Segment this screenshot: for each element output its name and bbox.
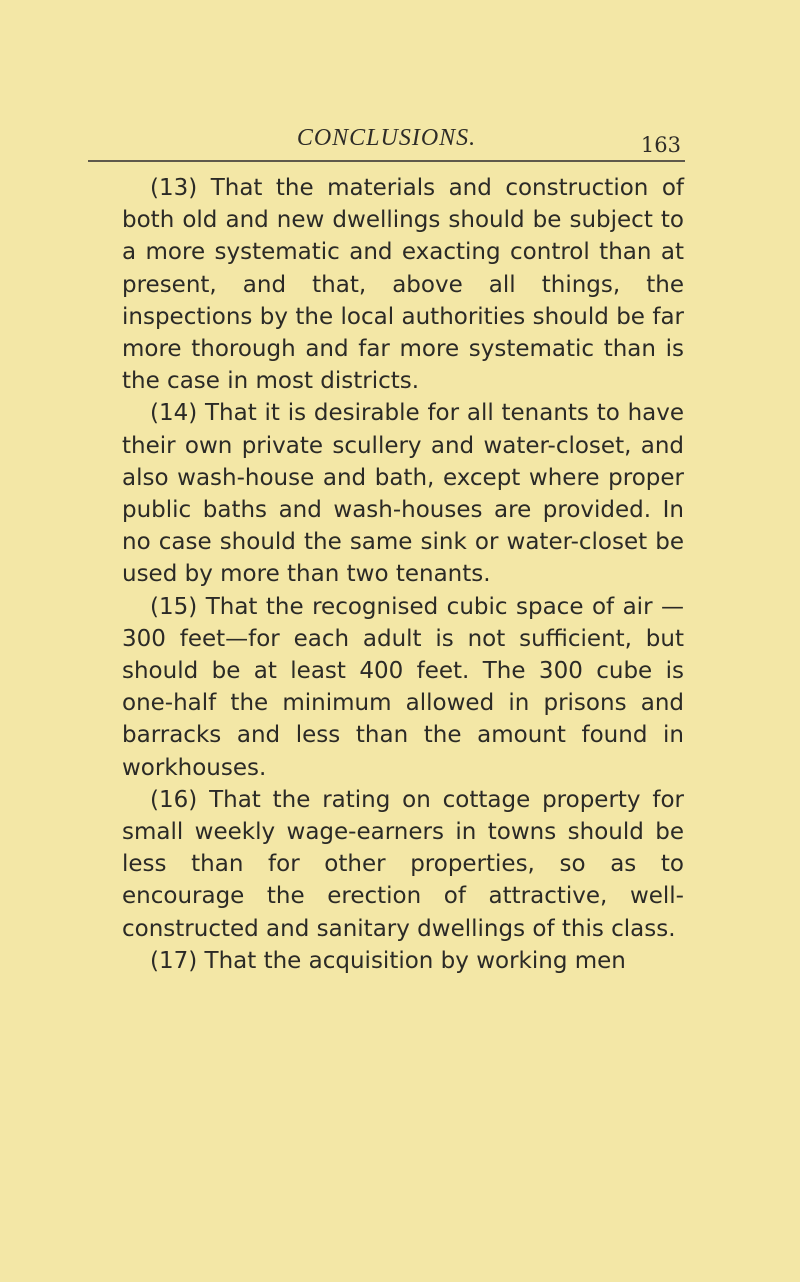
paragraph-15 xyxy=(122,591,684,784)
paragraph-text: That the acquisition by working men xyxy=(204,947,626,974)
paragraph-text: That the recognised cubic space of air —300 feet—for each adult is not sufficient, but should be at least 400 feet. The 300 cube is one-half the minimum allowed in prisons and barracks and less than the amount found in workhouses. xyxy=(122,593,684,781)
paragraph-13 xyxy=(122,172,684,397)
running-head xyxy=(88,125,685,165)
paragraph-number: (13) xyxy=(150,175,198,201)
body-text xyxy=(122,172,684,977)
paragraph-number: (15) xyxy=(150,593,198,620)
page-number: 163 xyxy=(640,133,681,157)
paragraph-17 xyxy=(122,945,684,977)
header-rule xyxy=(88,160,685,162)
paragraph-text: That the materials and construction of both old and new dwellings should be subject to a more systematic and exacting control than at present, and that, above all things, the inspections by the local authorities should be far more thorough and far more systematic than is the case in most districts. xyxy=(122,175,685,395)
paragraph-number: (17) xyxy=(150,947,198,974)
paragraph-text: That it is desirable for all tenants to have their own private scullery and water-closet, and also wash-house and bath, except where proper public baths and wash-houses are provided. In no case should the same sink or water-closet be used by more than two tenants. xyxy=(122,400,684,588)
paragraph-number: (16) xyxy=(150,786,198,813)
paragraph-number: (14) xyxy=(150,400,198,427)
paragraph-text: That the rating on cottage property for small weekly wage-earners in towns should be less than for other properties, so as to encourage the erection of attractive, well-constructed and sanitary dwellings of this class. xyxy=(122,786,684,942)
paragraph-16 xyxy=(122,784,684,945)
running-title: CONCLUSIONS. xyxy=(296,125,477,151)
paragraph-14 xyxy=(122,397,684,590)
